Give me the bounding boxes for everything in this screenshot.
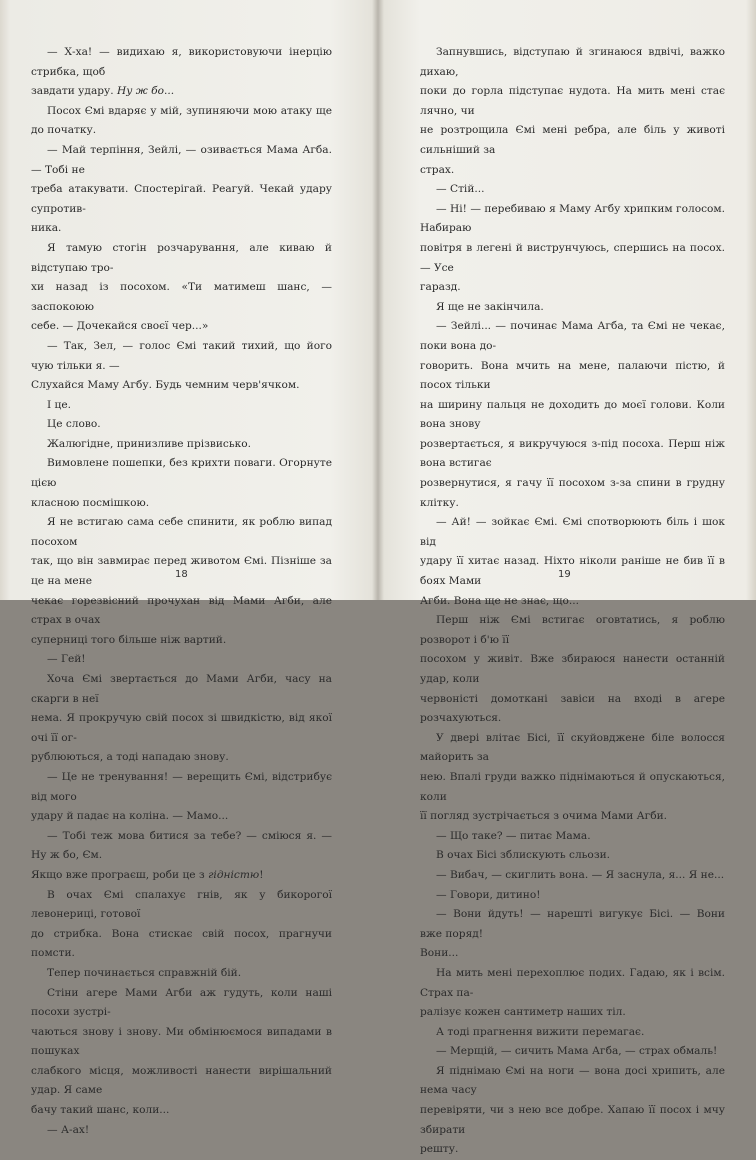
left-page-text xyxy=(31,43,332,1140)
paragraph: — Зейлі... — починає Мама Агба, та Ємі не чекає, поки вона до- говорить. Вона мчить на мене, палаючи пістю, й посох тільки на ширину пальця не доходить до моєї голови. Коли вона знову розвертається, я викручуюся з-під посоха. Перш ніж вона встигає розвернутися, я гачу її посохом з-за спини в грудну клітку. xyxy=(420,320,725,509)
page-number: 18 xyxy=(175,569,188,580)
paragraph: А тоді прагнення вижити перемагає. xyxy=(436,1025,645,1038)
paragraph xyxy=(31,827,332,886)
paragraph: — Май терпіння, Зейлі, — озивається Мама Агба. — Тобі не треба атакувати. Спостерігай. Реагуй. Чекай удару супротив- ника. xyxy=(31,143,332,235)
paragraph: Це слово. xyxy=(47,418,101,431)
paragraph-text: — Х-ха! — видихаю я, використовуючи інерцію стрибка, щоб завдати удару. xyxy=(31,46,332,98)
paragraph: Я не встигаю сама себе спинити, як роблю випад посохом так, що він завмирає перед животом Ємі. Пізніше за це на мене чекає горезвісний прочухан від Мами Агби, але страх в очах суперниці того більше ніж вартий. xyxy=(31,516,332,646)
paragraph: — Ай! — зойкає Ємі. Ємі спотворюють біль і шок від удару її хитає назад. Ніхто ніколи раніше не бив її в боях Мами Агби. Вона ще не знає, що... xyxy=(420,516,725,607)
paragraph: Вимовлене пошепки, без крихти поваги. Огорнуте цією класною посмішкою. xyxy=(31,457,332,509)
paragraph: Хоча Ємі звертається до Мами Агби, часу на скарги в неї нема. Я прокручую свій посох зі швидкістю, від якої очі її ог- рублюються, а тоді нападаю знову. xyxy=(31,673,332,764)
paragraph: — Гей! xyxy=(47,653,86,666)
paragraph: У двері влітає Бісі, її скуйовджене біле волосся майорить за нею. Впалі груди важко піднімаються й опускаються, коли її погляд зустрічається з очима Мами Агби. xyxy=(420,731,725,823)
paragraph: — Говори, дитино! xyxy=(436,888,541,901)
paragraph xyxy=(31,43,332,102)
emphasis-text: Ну ж бо... xyxy=(117,85,175,98)
paragraph: Стіни агере Мами Агби аж гудуть, коли наші посохи зустрі- чаються знову і знову. Ми обмінюємося випадами в пошуках слабкого місця, можливості нанести вирішальний удар. Я саме бачу такий шанс, коли... xyxy=(31,986,332,1117)
paragraph: На мить мені перехоплює подих. Гадаю, як і всім. Страх па- ралізує кожен сантиметр наших тіл. xyxy=(420,966,725,1019)
page-number: 19 xyxy=(558,569,571,580)
paragraph: Я тамую стогін розчарування, але киваю й відступаю тро- хи назад із посохом. «Ти матимеш шанс, — заспокоюю себе. — Дочекайся своєї чер...» xyxy=(31,241,332,333)
paragraph: І це. xyxy=(47,398,72,411)
paragraph-text: ! xyxy=(259,868,264,881)
paragraph: В очах Бісі зблискують сльози. xyxy=(436,849,611,862)
paragraph: Я піднімаю Ємі на ноги — вона досі хрипить, але нема часу перевіряти, чи з нею все добре. Хапаю її посох і мчу збирати решту. xyxy=(420,1064,725,1156)
paragraph: — Ні! — перебиваю я Маму Агбу хрипким голосом. Набираю повітря в легені й виструнчуюсь, спершись на посох. — Усе гаразд. xyxy=(420,202,725,294)
paragraph: Запнувшись, відступаю й згинаюся вдвічі, важко дихаю, поки до горла підступає нудота. На мить мені стає лячно, чи не розтрощила Ємі мені ребра, але біль у животі сильніший за страх. xyxy=(420,46,725,176)
right-page xyxy=(378,0,756,1156)
paragraph: — Так, Зел, — голос Ємі такий тихий, що його чую тільки я. — Слухайся Маму Агбу. Будь чемним черв'ячком. xyxy=(31,339,332,392)
paragraph: — Вибач, — скиглить вона. — Я заснула, я... Я не... xyxy=(436,868,725,881)
paragraph: Тепер починається справжній бій. xyxy=(47,966,242,979)
paragraph-text: — Тобі теж мова битися за тебе? — сміюся я. — Ну ж бо, Єм. Якщо вже програєш, роби це з xyxy=(31,829,332,881)
left-page xyxy=(0,0,378,1136)
paragraph: Посох Ємі вдаряє у мій, зупиняючи мою атаку ще до початку. xyxy=(31,104,332,137)
paragraph: — Стій... xyxy=(436,183,485,196)
paragraph: — Вони йдуть! — нарешті вигукує Бісі. — Вони вже поряд! Вони... xyxy=(420,908,725,960)
emphasis-text: гідністю xyxy=(208,868,260,881)
paragraph: — Що таке? — питає Мама. xyxy=(436,829,591,842)
paragraph: — Мерщій, — сичить Мама Агба, — страх обмаль! xyxy=(436,1045,718,1058)
paragraph: Я ще не закінчила. xyxy=(436,300,544,313)
paragraph: В очах Ємі спалахує гнів, як у бикорогої левонериці, готової до стрибка. Вона стискає свій посох, прагнучи помсти. xyxy=(31,888,332,960)
right-page-text xyxy=(420,43,725,1160)
paragraph: — Це не тренування! — верещить Ємі, відстрибує від мого удару й падає на коліна. — Мамо... xyxy=(31,770,332,823)
paragraph: Жалюгідне, принизливе прізвисько. xyxy=(47,437,251,450)
paragraph: — А-ах! xyxy=(47,1123,90,1136)
paragraph: Перш ніж Ємі встигає оговтатись, я роблю розворот і б'ю її посохом у живіт. Вже збираюся нанести останній удар, коли червоністі домоткані завіси на вході в агере розчахуються. xyxy=(420,614,725,725)
